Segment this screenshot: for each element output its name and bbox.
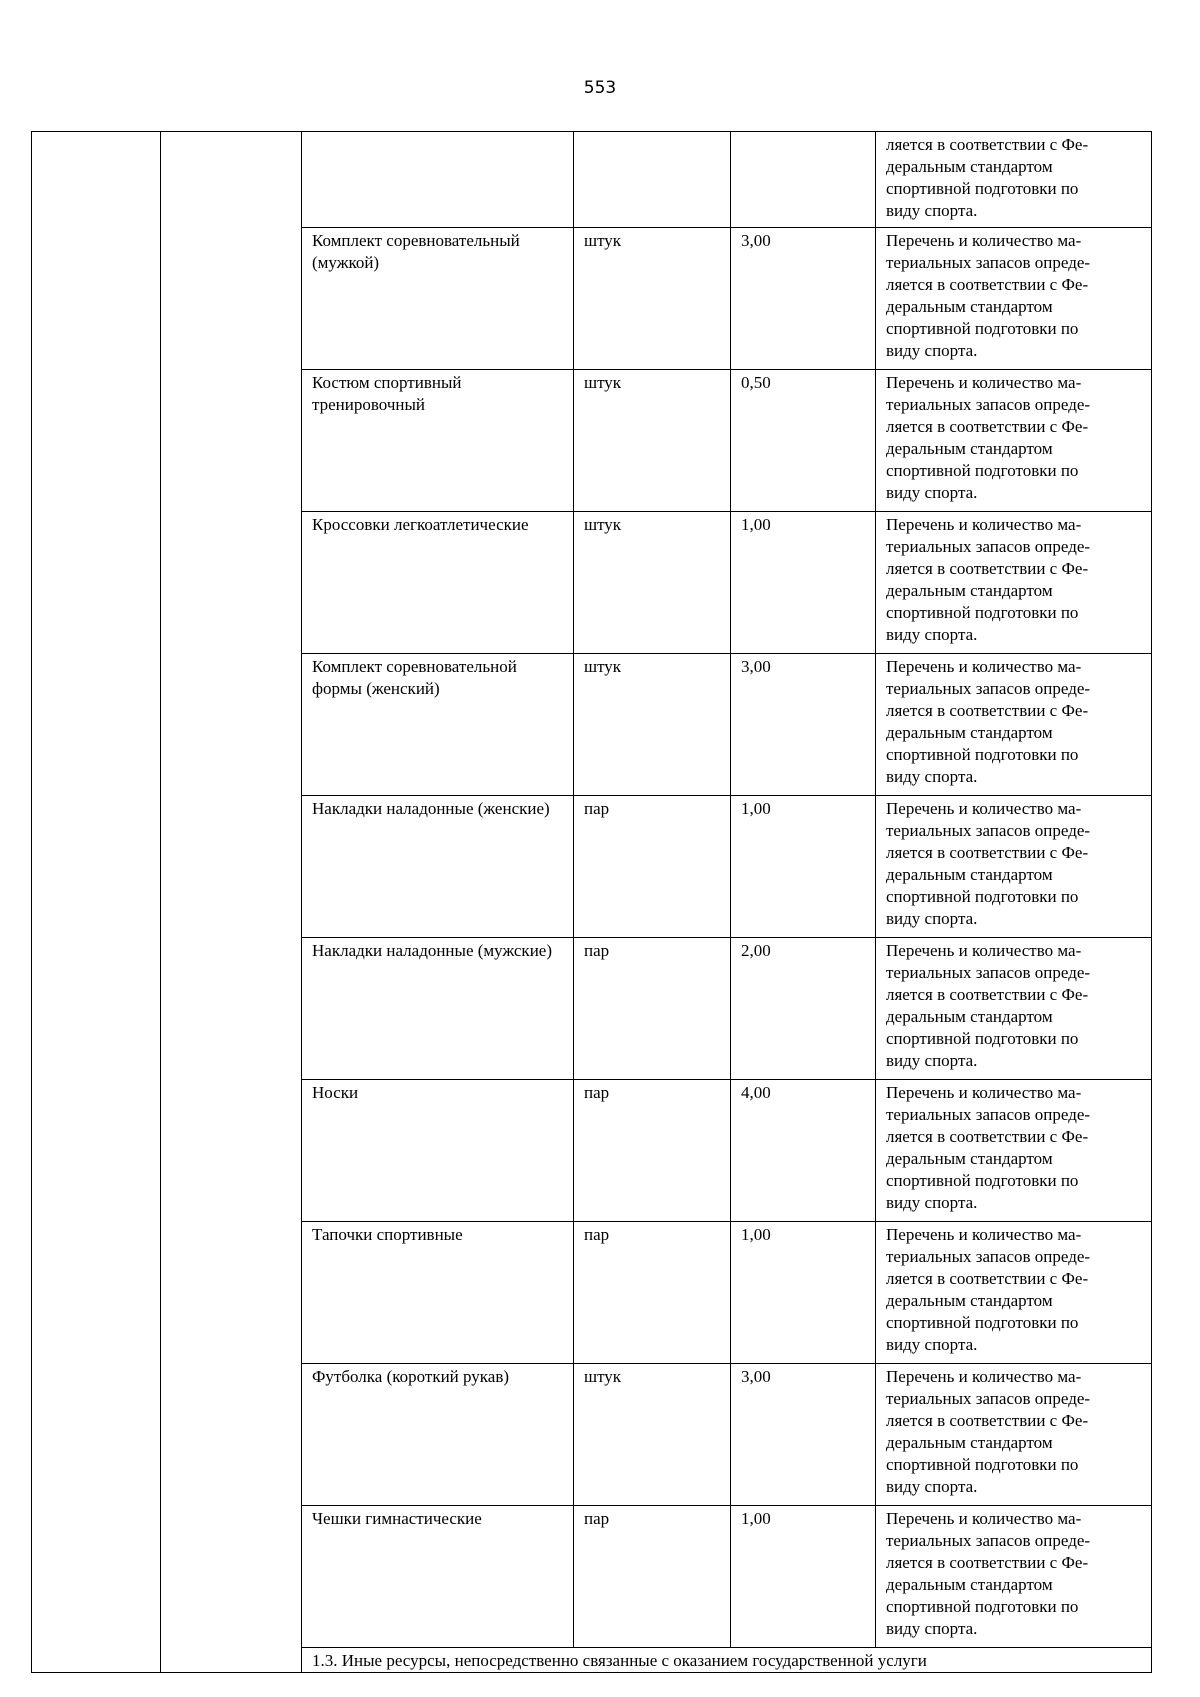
note-line: спортивной подготовки по [886,1171,1079,1190]
item-name-cell: Носки [302,1080,574,1222]
note-line: спортивной подготовки по [886,1029,1079,1048]
note-line: ляется в соответствии с Фе- [886,1269,1089,1288]
note-line: спортивной подготовки по [886,1597,1079,1616]
note-line: ляется в соответствии с Фе- [886,701,1089,720]
merged-empty-cell-1 [32,132,161,1673]
note-line: виду спорта. [886,909,978,928]
note-line: виду спорта. [886,201,978,220]
item-name-cell: Чешки гимнастические [302,1506,574,1648]
note-line: виду спорта. [886,341,978,360]
item-quantity-cell: 2,00 [731,938,876,1080]
note-line: виду спорта. [886,767,978,786]
page-number: 553 [583,78,617,98]
item-note-cell [876,1506,1152,1648]
item-unit-cell: пар [574,1222,731,1364]
item-quantity-cell: 1,00 [731,1222,876,1364]
note-line: виду спорта. [886,625,978,644]
item-unit-cell: пар [574,1080,731,1222]
note-line: ляется в соответствии с Фе- [886,1553,1089,1572]
note-line: деральным стандартом [886,1433,1053,1452]
item-note-cell [876,1222,1152,1364]
note-line: виду спорта. [886,1477,978,1496]
item-name-cell: Комплект соревновательной формы (женский) [302,654,574,796]
item-unit-cell: штук [574,370,731,512]
item-quantity-cell: 3,00 [731,1364,876,1506]
note-line: Перечень и количество ма- [886,1509,1082,1528]
note-line: териальных запасов опреде- [886,1389,1091,1408]
note-line: спортивной подготовки по [886,603,1079,622]
note-line: териальных запасов опреде- [886,679,1091,698]
note-line: Перечень и количество ма- [886,799,1082,818]
note-line: деральным стандартом [886,581,1053,600]
note-line: ляется в соответствии с Фе- [886,559,1089,578]
note-line: деральным стандартом [886,439,1053,458]
note-line: териальных запасов опреде- [886,1247,1091,1266]
item-quantity-cell: 1,00 [731,512,876,654]
note-line: териальных запасов опреде- [886,1105,1091,1124]
item-name-cell: Комплект соревновательный (мужкой) [302,228,574,370]
item-note-cell [876,1080,1152,1222]
item-quantity-cell: 3,00 [731,228,876,370]
item-note-cell [876,512,1152,654]
item-note-cell [876,370,1152,512]
note-line: ляется в соответствии с Фе- [886,275,1089,294]
note-line: спортивной подготовки по [886,1313,1079,1332]
item-note-cell [876,938,1152,1080]
note-line: ляется в соответствии с Фе- [886,417,1089,436]
note-line: ляется в соответствии с Фе- [886,1127,1089,1146]
note-line: деральным стандартом [886,1291,1053,1310]
item-note-cell [876,1364,1152,1506]
item-quantity-cell: 1,00 [731,796,876,938]
note-line: спортивной подготовки по [886,1455,1079,1474]
note-line: виду спорта. [886,1335,978,1354]
note-line: деральным стандартом [886,1149,1053,1168]
note-line: спортивной подготовки по [886,319,1079,338]
resources-table [31,131,1152,1673]
note-line: спортивной подготовки по [886,887,1079,906]
note-line: деральным стандартом [886,1575,1053,1594]
item-unit-cell: штук [574,1364,731,1506]
note-line: териальных запасов опреде- [886,253,1091,272]
item-name-cell: Футболка (короткий рукав) [302,1364,574,1506]
section-heading: 1.3. Иные ресурсы, непосредственно связанные с оказанием государственной услуги [302,1648,1152,1673]
item-note-cell [876,654,1152,796]
note-line: териальных запасов опреде- [886,537,1091,556]
item-quantity-cell: 1,00 [731,1506,876,1648]
continuation-note-cell [876,132,1152,228]
item-name-cell: Накладки наладонные (мужские) [302,938,574,1080]
item-unit-cell: пар [574,938,731,1080]
item-unit-cell: штук [574,654,731,796]
note-line: виду спорта. [886,1051,978,1070]
item-name-cell: Кроссовки легкоатлетические [302,512,574,654]
note-line: виду спорта. [886,483,978,502]
note-line: спортивной подготовки по [886,745,1079,764]
continuation-unit-cell [574,132,731,228]
note-line: деральным стандартом [886,865,1053,884]
note-line: териальных запасов опреде- [886,963,1091,982]
item-unit-cell: штук [574,228,731,370]
continuation-name-cell [302,132,574,228]
note-line: Перечень и количество ма- [886,373,1082,392]
item-unit-cell: пар [574,796,731,938]
merged-empty-cell-2 [161,132,302,1673]
note-line: деральным стандартом [886,1007,1053,1026]
note-line: виду спорта. [886,1193,978,1212]
note-line: ляется в соответствии с Фе- [886,135,1089,154]
continuation-row [32,132,1152,228]
note-line: деральным стандартом [886,297,1053,316]
note-line: ляется в соответствии с Фе- [886,985,1089,1004]
note-line: Перечень и количество ма- [886,1225,1082,1244]
note-line: Перечень и количество ма- [886,1367,1082,1386]
item-name-cell: Накладки наладонные (женские) [302,796,574,938]
item-quantity-cell: 0,50 [731,370,876,512]
note-line: ляется в соответствии с Фе- [886,1411,1089,1430]
note-line: деральным стандартом [886,157,1053,176]
note-line: Перечень и количество ма- [886,515,1082,534]
note-line: териальных запасов опреде- [886,1531,1091,1550]
note-line: виду спорта. [886,1619,978,1638]
item-quantity-cell: 4,00 [731,1080,876,1222]
item-note-cell [876,796,1152,938]
item-unit-cell: пар [574,1506,731,1648]
note-line: Перечень и количество ма- [886,231,1082,250]
continuation-quantity-cell [731,132,876,228]
note-line: Перечень и количество ма- [886,1083,1082,1102]
note-line: териальных запасов опреде- [886,395,1091,414]
note-line: териальных запасов опреде- [886,821,1091,840]
item-unit-cell: штук [574,512,731,654]
item-note-cell [876,228,1152,370]
note-line: спортивной подготовки по [886,461,1079,480]
note-line: деральным стандартом [886,723,1053,742]
note-line: Перечень и количество ма- [886,657,1082,676]
note-line: Перечень и количество ма- [886,941,1082,960]
item-quantity-cell: 3,00 [731,654,876,796]
note-line: спортивной подготовки по [886,179,1079,198]
item-name-cell: Костюм спортивный тренировочный [302,370,574,512]
note-line: ляется в соответствии с Фе- [886,843,1089,862]
item-name-cell: Тапочки спортивные [302,1222,574,1364]
